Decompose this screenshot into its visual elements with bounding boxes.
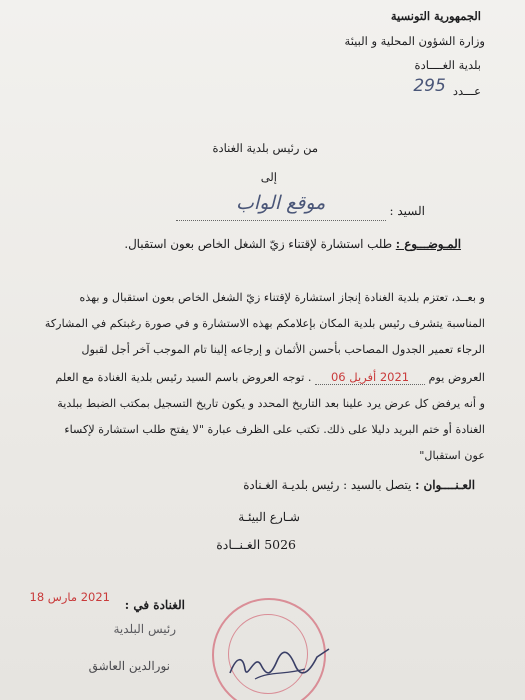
signatory-name: نورالدين العاشق — [88, 659, 170, 673]
body-line-7: عون استقبال" — [419, 449, 485, 462]
place-date-row — [125, 598, 185, 612]
postal-line: 5026 الغـنــادة — [216, 537, 296, 552]
contact-row — [243, 478, 475, 492]
deadline-field — [315, 370, 425, 385]
reference-prefix: عـــدد — [452, 84, 481, 98]
body-line-1: و بعــد، تعتزم بلدية الغنادة إنجاز استشارة لإقتناء زيّ الشغل الخاص بعون استقبال و بهذه — [79, 291, 485, 304]
subject-text: طلب استشارة لإقتناء زيّ الشغل الخاص بعون استقبال. — [124, 237, 393, 251]
contact-label: العـنــــوان : — [415, 478, 475, 492]
recipient-handwritten: موقع الواب — [236, 192, 326, 214]
subject-row — [124, 237, 461, 251]
body-line-3: الرجاء تعمير الجدول المصاحب بأحسن الأثمان و إرجاعه إلينا تام الموجب آخر أجل لقبول — [81, 343, 485, 356]
deadline-prefix: العروض يوم — [428, 371, 485, 384]
recipient-row — [176, 192, 425, 221]
municipality-heading: بلدية الغــــادة — [414, 58, 481, 72]
place-label: الغنادة في : — [124, 598, 185, 612]
recipient-label: السيد : — [389, 204, 425, 218]
reference-value: 295 — [413, 76, 446, 96]
street-line: شـارع البيئـة — [238, 510, 300, 524]
body-line-5: و أنه يرفض كل عرض يرد علينا بعد التاريخ المحدد و يكون تاريخ التسجيل بمكتب الضبط ببلدية — [57, 397, 485, 410]
deadline-date-stamp: 2021 أفريل 06 — [330, 370, 410, 384]
to-line: إلى — [260, 170, 277, 184]
contact-text: يتصل بالسيد : رئيس بلديـة الغـنادة — [243, 478, 412, 492]
republic-heading: الجمهورية التونسية — [390, 9, 481, 23]
signatory-title: رئيس البلدية — [113, 622, 176, 636]
signature-date-stamp: 2021 مارس 18 — [29, 590, 110, 604]
deadline-suffix: . توجه العروض باسم السيد رئيس بلدية الغنادة مع العلم — [55, 371, 312, 384]
body-line-2: المناسبة يتشرف رئيس بلدية المكان بإعلامكم بهذه الاستشارة و في صورة رغبتكم في المشاركة — [44, 317, 485, 330]
body-line-6: الغنادة أو ختم البريد دليلا على ذلك. تكتب على الظرف عبارة "لا يفتح طلب استشارة لإكساء — [64, 423, 485, 436]
ministry-heading: وزارة الشؤون المحلية و البيئة — [344, 34, 485, 48]
handwritten-signature — [225, 635, 335, 685]
body-line-4 — [55, 370, 485, 385]
reference-number — [413, 76, 481, 100]
sender-line: من رئيس بلدية الغنادة — [212, 141, 318, 155]
recipient-field — [176, 192, 386, 221]
subject-label: المـوضـــوع : — [395, 237, 461, 251]
